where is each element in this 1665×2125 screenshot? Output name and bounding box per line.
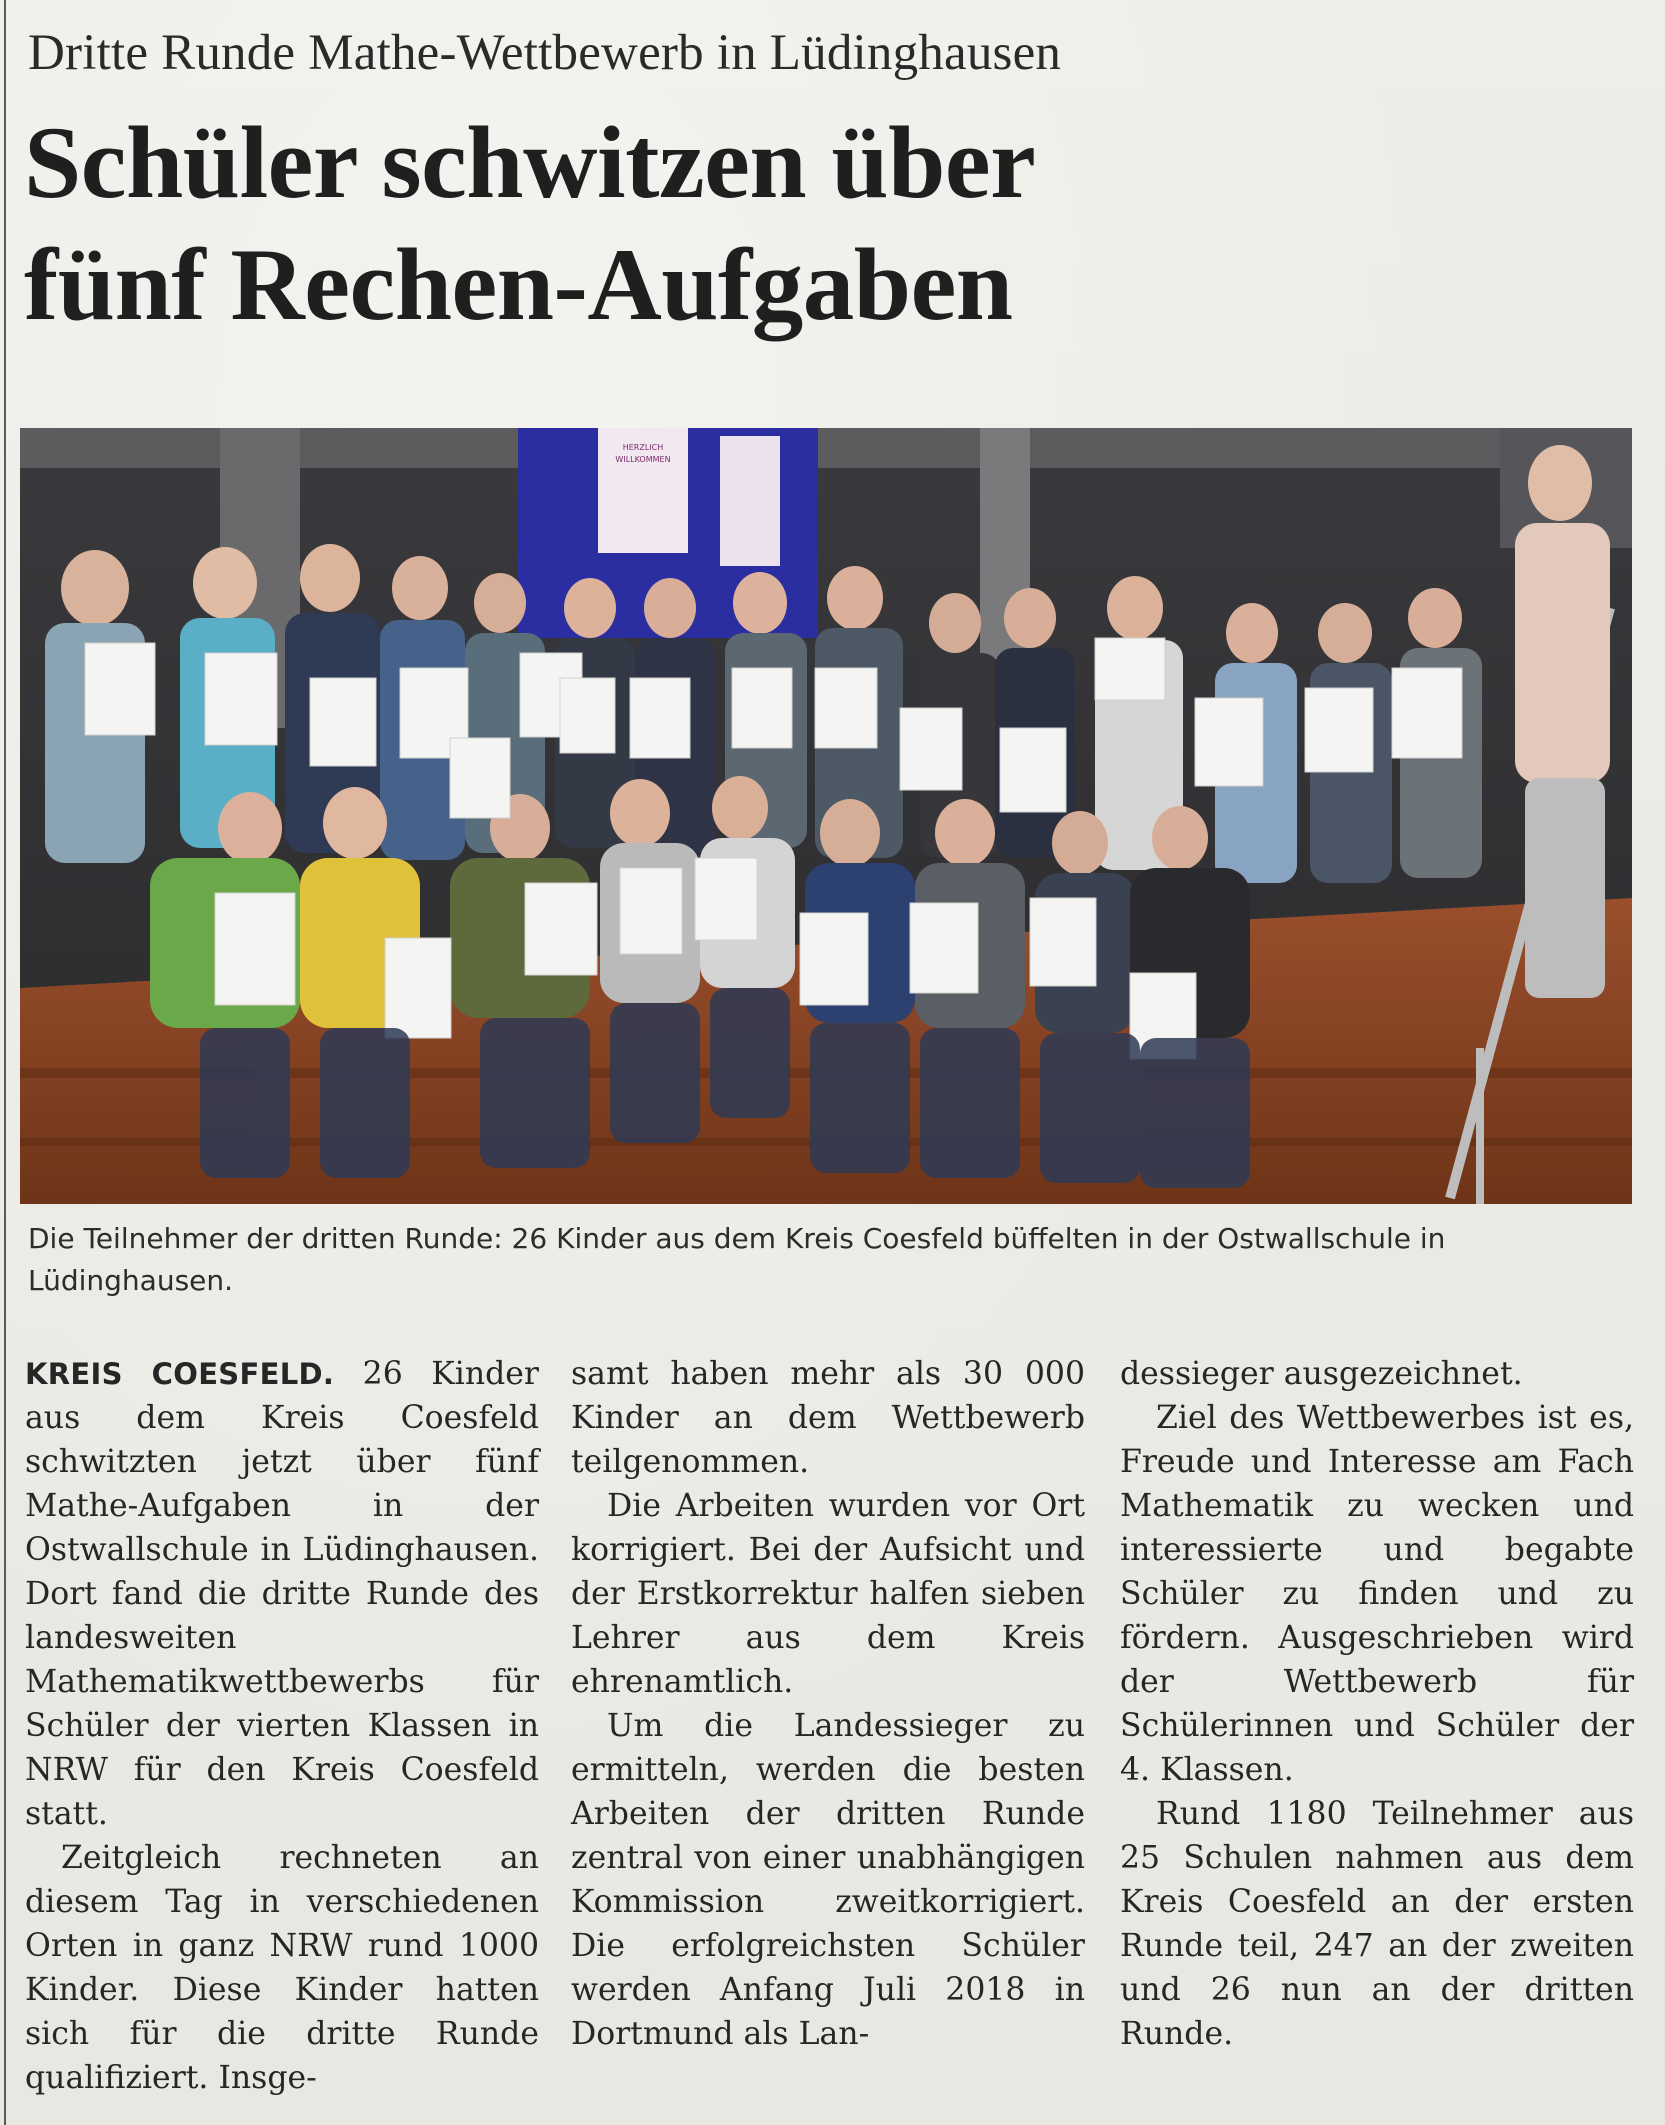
dateline: KREIS COESFELD. [25,1357,335,1391]
article-column-3 [1120,1352,1634,2056]
article-paragraph: Die Arbeiten wurden vor Ort korrigiert. Bei der Aufsicht und der Erstkorrektur halfen sieben Lehrer aus dem Kreis ehrenamtlich. [571,1488,1085,1700]
article-paragraph: Ziel des Wettbewerbes ist es, Freude und Interesse am Fach Mathematik zu wecken und interessierte und begabte Schüler zu finden und zu fördern. Ausgeschrieben wird der Wettbewerb für Schülerinnen und Schüler der 4. Klassen. [1120,1400,1634,1788]
article-kicker: Dritte Runde Mathe-Wettbewerb in Lüdinghausen [28,25,1062,81]
article-paragraph: dessieger ausgezeichnet. [1120,1356,1523,1392]
article-paragraph: Rund 1180 Teilnehmer aus 25 Schulen nahmen aus dem Kreis Coesfeld an der ersten Runde teil, 247 an der zweiten und 26 nun an der dritten Runde. [1120,1796,1634,2052]
article-paragraph [25,1352,539,1836]
headline-line-1: Schüler schwitzen über [24,106,1036,220]
paragraph-text: 26 Kinder aus dem Kreis Coesfeld schwitzten jetzt über fünf Mathe-Aufgaben in der Ostwallschule in Lüdinghausen. Dort fand die dritte Runde des landesweiten Mathematikwettbewerbs für Schüler der vierten Klassen in NRW für den Kreis Coesfeld statt. [25,1356,539,1832]
article-photo [20,428,1632,1204]
banner-text-2: WILLKOMMEN [615,455,671,464]
headline-line-2: fünf Rechen-Aufgaben [24,228,1013,342]
article-headline [24,102,1424,346]
article-column-1 [25,1352,539,2100]
article-column-2 [571,1352,1085,2056]
article-paragraph: Zeitgleich rechneten an diesem Tag in verschiedenen Orten in ganz NRW rund 1000 Kinder. Diese Kinder hatten sich für die dritte Runde qualifiziert. Insge- [25,1840,539,2096]
photo-caption: Die Teilnehmer der dritten Runde: 26 Kinder aus dem Kreis Coesfeld büffelten in der Ostwallschule in Lüdinghausen. [28,1222,1446,1297]
article-paragraph: Um die Landessieger zu ermitteln, werden die besten Arbeiten der dritten Runde zentral von einer unabhängigen Kommission zweitkorrigiert. Die erfolgreichsten Schüler werden Anfang Juli 2018 in Dortmund als Lan- [571,1708,1085,2052]
article-paragraph: samt haben mehr als 30 000 Kinder an dem Wettbewerb teilgenommen. [571,1356,1085,1480]
banner-text-1: HERZLICH [622,443,664,452]
column-rule [4,0,6,2125]
